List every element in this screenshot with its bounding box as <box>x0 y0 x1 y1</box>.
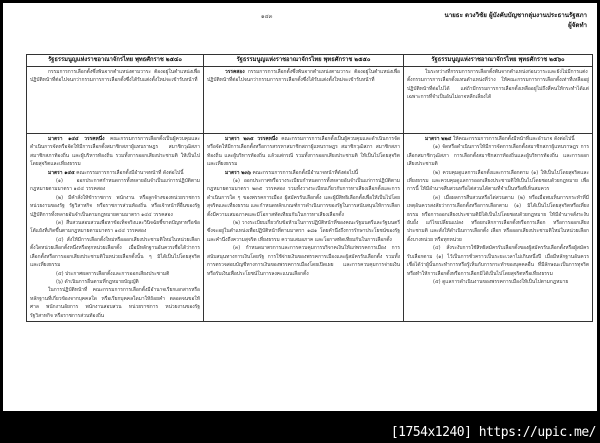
section-text: (๕) ประกาศผลการเลือกตั้งและการออกเสียงประชามติ <box>56 270 170 277</box>
section-text: คณะกรรมการการเลือกตั้งมีอำนาจหน้าที่ดังต่อไปนี้ <box>252 169 359 176</box>
section-text: กรรมการการเลือกตั้งซึ่งพ้นจากตำแหน่งตามวาระ ต้องอยู่ในตำแหน่งเพื่อปฏิบัติหน้าที่ต่อไปจนกว่ากรรมการการเลือกตั้งซึ่งได้รับแต่งตั้งใหม่จะเข้ารับหน้าที่ <box>30 69 200 84</box>
section-text: ให้คณะกรรมการการเลือกตั้งมีหน้าที่และอำนาจ ดังต่อไปนี้ <box>452 136 575 142</box>
document-page <box>3 3 597 411</box>
section-reference: มาตรา ๒๓๕ วรรคหนึ่ง <box>225 136 278 142</box>
section-text: (๑) ออกประกาศหรือวางระเบียบกำหนดการทั้งหลายอันจำเป็นแก่การปฏิบัติตามกฎหมายตามมาตรา ๒๓๕ วรรคสอง รวมทั้งวางระเบียบเกี่ยวกับการหาเสียงเลือกตั้งและการดำเนินการใด ๆ ของพรรคการเมือง ผู้สมัครรับเลือกตั้ง และผู้มีสิทธิเลือกตั้งเพื่อให้เป็นไปโดยสุจริตและเที่ยงธรรม และกำหนดหลักเกณฑ์การดำเนินการของรัฐในการสนับสนุนให้การเลือกตั้งมีความเสมอภาคและมีโอกาสทัดเทียมกันในการหาเสียงเลือกตั้ง <box>207 178 400 218</box>
section-text: (๒) วางระเบียบเกี่ยวกับข้อห้ามในการปฏิบัติหน้าที่ของคณะรัฐมนตรีและรัฐมนตรีซึ่งจะอยู่ในตำแหน่งเพื่อปฏิบัติหน้าที่ตามมาตรา ๑๘๑ โดยคำนึงถึงการรักษาประโยชน์ของรัฐ และคำนึงถึงความสุจริต เที่ยงธรรม ความเสมอภาค และโอกาสทัดเทียมกันในการเลือกตั้ง <box>207 220 400 243</box>
section-paragraph <box>207 244 400 278</box>
section-reference: วรรคสอง <box>225 69 245 75</box>
table-row <box>27 134 593 322</box>
section-paragraph <box>30 278 200 286</box>
section-paragraph <box>30 286 200 320</box>
table-header-row <box>27 55 593 67</box>
section-paragraph <box>30 169 200 177</box>
section-text: (๓) กำหนดมาตรการและการควบคุมการบริจาคเงินให้แก่พรรคการเมือง การสนับสนุนทางการเงินโดยรัฐ การใช้จ่ายเงินของพรรคการเมืองและผู้สมัครรับเลือกตั้ง รวมทั้งการตรวจสอบบัญชีทางการเงินของพรรคการเมืองโดยเปิดเผย และการควบคุมการจ่ายเงินหรือรับเงินเพื่อประโยชน์ในการลงคะแนนเลือกตั้ง <box>207 245 400 277</box>
section-text: (๒) มีคำสั่งให้ข้าราชการ พนักงาน หรือลูกจ้างของหน่วยราชการ หน่วยงานของรัฐ รัฐวิสาหกิจ หรือราชการส่วนท้องถิ่น หรือเจ้าหน้าที่อื่นของรัฐ ปฏิบัติการทั้งหลายอันจำเป็นตามกฎหมายตามมาตรา ๑๔๔ วรรคสอง <box>30 194 200 218</box>
table-cell <box>204 134 404 322</box>
section-text: คณะกรรมการการเลือกตั้งมีอำนาจหน้าที่ ดังต่อไปนี้ <box>76 169 184 176</box>
section-text: (๑) จัดหรือดำเนินการให้มีการจัดการเลือกตั้งสมาชิกสภาผู้แทนราษฎร การเลือกสมาชิกวุฒิสภา การเลือกตั้งสมาชิกสภาท้องถิ่นและผู้บริหารท้องถิ่น และการออกเสียงประชามติ <box>407 144 589 168</box>
section-reference: มาตรา ๑๔๕ <box>48 169 75 176</box>
section-paragraph <box>407 194 589 244</box>
section-paragraph <box>407 244 589 278</box>
section-reference: มาตรา ๒๒๔ <box>425 136 452 142</box>
column-header-2550: รัฐธรรมนูญแห่งราชอาณาจักรไทย พุทธศักราช ๒๕๕๐ <box>204 55 404 67</box>
section-paragraph <box>30 219 200 236</box>
table-row <box>27 67 593 134</box>
table-cell <box>404 67 593 134</box>
section-text: (๔) สั่งระงับการใช้สิทธิสมัครรับเลือกตั้งของผู้สมัครรับเลือกตั้งหรือผู้สมัครรับเลือกตาม (๑) ไว้เป็นการชั่วคราวเป็นระยะเวลาไม่เกินหนึ่งปี เมื่อมีหลักฐานอันควรเชื่อได้ว่าผู้นั้นกระทำการหรือรู้เห็นกับการกระทำของบุคคลอื่น ที่มีลักษณะเป็นการทุจริตหรือทำให้การเลือกตั้งหรือการเลือกมิได้เป็นไปโดยสุจริตหรือเที่ยงธรรม <box>407 245 589 277</box>
section-text: ในการปฏิบัติหน้าที่ คณะกรรมการการเลือกตั้งมีอำนาจเรียกเอกสารหรือหลักฐานที่เกี่ยวข้องจากบุคคลใด หรือเรียกบุคคลใดมาให้ถ้อยคำ ตลอดจนขอให้ศาล พนักงานอัยการ พนักงานสอบสวน หน่วยราชการ หน่วยงานของรัฐ รัฐวิสาหกิจ หรือราชการส่วนท้องถิ่น <box>30 287 200 319</box>
section-text: กรรมการการเลือกตั้งซึ่งพ้นจากตำแหน่งตามวาระ ต้องอยู่ในตำแหน่งเพื่อปฏิบัติหน้าที่ต่อไปจนกว่ากรรมการการเลือกตั้งซึ่งได้รับแต่งตั้งใหม่จะเข้ารับหน้าที่ <box>207 69 400 84</box>
section-text: (๑) ออกประกาศกำหนดการทั้งหลายอันจำเป็นแก่การปฏิบัติตามกฎหมายตามมาตรา ๑๔๔ วรรคสอง <box>30 178 200 193</box>
section-paragraph <box>407 68 589 102</box>
image-watermark: [1754x1240] https://upic.me/ <box>390 425 596 440</box>
section-paragraph <box>30 135 200 169</box>
section-paragraph <box>30 68 200 85</box>
column-header-2560: รัฐธรรมนูญแห่งราชอาณาจักรไทย พุทธศักราช ๒๕๖๐ <box>404 55 593 67</box>
section-text: (๓) สืบสวนสอบสวนเพื่อหาข้อเท็จจริงและวินิจฉัยชี้ขาดปัญหาหรือข้อโต้แย้งที่เกิดขึ้นตามกฎหมายตามมาตรา ๑๔๔ วรรคสอง <box>30 220 200 235</box>
section-paragraph <box>207 219 400 244</box>
section-text: (๕) ดูแลการดำเนินงานของพรรคการเมืองให้เป็นไปตามกฎหมาย <box>433 278 569 285</box>
table-cell <box>404 134 593 322</box>
section-reference: มาตรา ๑๔๔ วรรคหนึ่ง <box>48 136 105 142</box>
section-paragraph <box>30 177 200 194</box>
constitution-comparison-table <box>26 54 593 322</box>
section-paragraph <box>30 194 200 219</box>
section-text: (๖) ดำเนินการอื่นตามที่กฎหมายบัญญัติ <box>56 278 139 285</box>
table-cell <box>204 67 404 134</box>
page-number: ๑๔๓ <box>261 14 273 20</box>
section-paragraph <box>207 135 400 169</box>
section-paragraph <box>30 236 200 270</box>
section-paragraph <box>207 177 400 219</box>
section-text: (๒) ควบคุมดูแลการเลือกตั้งและการเลือกตาม (๑) ให้เป็นไปโดยสุจริตและเที่ยงธรรม และควบคุมดูแลการออกเสียงประชามติให้เป็นไปโดยชอบด้วยกฎหมาย เพื่อการนี้ ให้มีอำนาจสืบสวนหรือไต่สวนได้ตามที่จำเป็นหรือที่เห็นสมควร <box>407 169 589 193</box>
section-text: คณะกรรมการการเลือกตั้งเป็นผู้ควบคุมและดำเนินการจัดหรือจัดให้มีการเลือกตั้งหรือการสรรหาสมาชิกสภาผู้แทนราษฎร สมาชิกวุฒิสภา สมาชิกสภาท้องถิ่น และผู้บริหารท้องถิ่น แล้วแต่กรณี รวมทั้งการออกเสียงประชามติ ให้เป็นไปโดยสุจริตและเที่ยงธรรม <box>207 136 400 168</box>
section-text: (๔) สั่งให้มีการเลือกตั้งใหม่หรือออกเสียงประชามติใหม่ในหน่วยเลือกตั้งใดหน่วยเลือกตั้งหนึ่งหรือทุกหน่วยเลือกตั้ง เมื่อมีหลักฐานอันควรเชื่อได้ว่าการเลือกตั้งหรือการออกเสียงประชามติในหน่วยเลือกตั้งนั้น ๆ มิได้เป็นไปโดยสุจริตและเที่ยงธรรม <box>30 236 200 269</box>
section-paragraph <box>407 143 589 168</box>
column-header-2540: รัฐธรรมนูญแห่งราชอาณาจักรไทย พุทธศักราช ๒๕๔๐ <box>27 55 204 67</box>
section-paragraph <box>30 270 200 278</box>
section-paragraph <box>407 135 589 143</box>
section-paragraph <box>207 169 400 177</box>
section-text: คณะกรรมการการเลือกตั้งเป็นผู้ควบคุมและดำเนินการจัดหรือจัดให้มีการเลือกตั้งสมาชิกสภาผู้แทนราษฎร สมาชิกวุฒิสภา สมาชิกสภาท้องถิ่น และผู้บริหารท้องถิ่น รวมทั้งการออกเสียงประชามติ ให้เป็นไปโดยสุจริตและเที่ยงธรรม <box>30 136 200 168</box>
author-attribution <box>444 11 587 31</box>
section-paragraph <box>407 169 589 194</box>
section-text: (๓) เมื่อผลการสืบสวนหรือไต่สวนตาม (๒) หรือเมื่อพบเห็นการกระทำที่มีเหตุอันควรสงสัยว่าการเลือกตั้งหรือการเลือกตาม (๑) มิได้เป็นไปโดยสุจริตหรือเที่ยงธรรม หรือการออกเสียงประชามติมิได้เป็นไปโดยชอบด้วยกฎหมาย ให้มีอำนาจสั่งระงับ ยับยั้ง แก้ไขเปลี่ยนแปลง หรือยกเลิกการเลือกตั้งหรือการเลือก หรือการออกเสียงประชามติ และสั่งให้ดำเนินการเลือกตั้ง เลือก หรือออกเสียงประชามติใหม่ในหน่วยเลือกตั้งบางหน่วย หรือทุกหน่วย <box>407 194 589 243</box>
section-text: ในระหว่างที่กรรมการการเลือกตั้งพ้นจากตำแหน่งก่อนวาระและยังไม่มีการแต่งตั้งกรรมการการเลือกตั้งแทนตำแหน่งที่ว่าง ให้คณะกรรมการการเลือกตั้งเท่าที่เหลืออยู่ปฏิบัติหน้าที่ต่อไปได้ แต่ถ้ามีกรรมการการเลือกตั้งเหลืออยู่ไม่ถึงสี่คนให้กระทำได้แต่เฉพาะการที่จำเป็นอันไม่อาจหลีกเลี่ยงได้ <box>407 69 589 101</box>
author-role: ผู้จัดทำ <box>568 22 587 29</box>
table-cell <box>27 67 204 134</box>
section-reference: มาตรา ๒๓๖ <box>225 169 251 176</box>
section-paragraph <box>407 278 589 286</box>
author-name: นายธะ ดวงวิชัย ผู้บังคับบัญชากลุ่มงานประธานรัฐสภา <box>444 12 587 19</box>
table-cell <box>27 134 204 322</box>
section-paragraph <box>207 68 400 85</box>
